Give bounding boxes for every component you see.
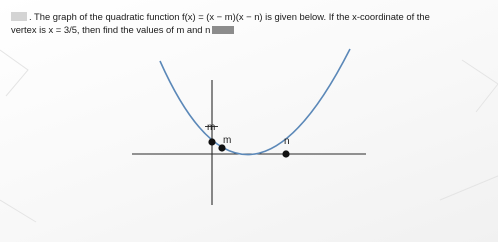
label-m: m [223,135,232,146]
root-point-n [282,150,289,157]
label-m-struck: m [207,122,216,133]
root-point-m [208,138,215,145]
problem-text-line-1: . The graph of the quadratic function f(x) = (x − m)(x − n) is given below. If the x-coordinate of the [29,11,430,22]
label-n: n [284,136,290,147]
problem-text-line-2: vertex is x = 3/5, then find the values of m and n [11,24,211,35]
parabola-curve [160,49,350,155]
